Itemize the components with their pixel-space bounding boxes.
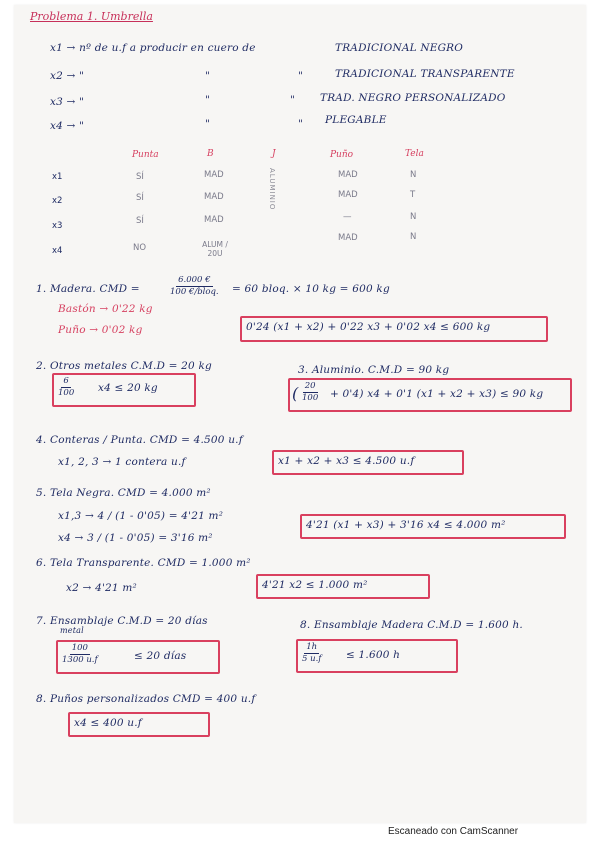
table-cell: MAD — [338, 170, 358, 180]
table-header-punta: Punta — [132, 150, 159, 160]
table-row-label: x2 — [52, 196, 63, 206]
table-cell: SÍ — [136, 193, 144, 203]
def-x2-ditto-b: " — [298, 70, 304, 82]
s3-paren: ( — [292, 384, 299, 403]
def-x2: x2 → " — [50, 70, 85, 82]
s8b-line: 8. Ensamblaje Madera C.M.D = 1.600 h. — [300, 619, 523, 631]
s5-line: 5. Tela Negra. CMD = 4.000 m² — [36, 487, 211, 499]
s1-line: 1. Madera. CMD = — [36, 283, 140, 295]
def-x3-ditto-a: " — [205, 94, 211, 106]
table-cell: MAD — [204, 170, 224, 180]
s3-frac-den: 100 — [302, 393, 319, 403]
s8b-frac-den: 5 u.f — [302, 654, 322, 664]
s2-frac-den: 100 — [58, 388, 75, 398]
table-cell: NO — [133, 243, 147, 253]
table-row-label: x3 — [52, 221, 63, 231]
s1-frac-num: 6.000 € — [178, 275, 211, 285]
s8-constraint: x4 ≤ 400 u.f — [74, 717, 142, 729]
s2-frac-num: 6 — [63, 376, 69, 386]
table-cell: N — [410, 170, 417, 180]
table-header-tela: Tela — [405, 149, 424, 159]
def-x4-ditto-a: " — [205, 118, 211, 130]
def-x1-product: TRADICIONAL NEGRO — [335, 42, 464, 54]
def-x2-product: TRADICIONAL TRANSPARENTE — [335, 68, 515, 80]
def-x3-product: TRAD. NEGRO PERSONALIZADO — [320, 92, 506, 104]
s8b-fraction — [302, 642, 321, 665]
s4-line: 4. Conteras / Punta. CMD = 4.500 u.f — [36, 434, 243, 446]
def-x2-ditto-a: " — [205, 70, 211, 82]
def-x1: x1 → nº de u.f a producir en cuero de — [50, 42, 256, 54]
s2-fraction — [58, 376, 74, 399]
s5-sub2: x4 → 3 / (1 - 0'05) = 3'16 m² — [58, 532, 213, 544]
table-cell: MAD — [204, 192, 224, 202]
table-cell: MAD — [204, 215, 224, 225]
def-x4-product: PLEGABLE — [325, 114, 387, 126]
s2-line: 2. Otros metales C.M.D = 20 kg — [36, 360, 212, 372]
s8b-constraint: ≤ 1.600 h — [346, 649, 401, 661]
s1-puno: Puño → 0'02 kg — [58, 324, 143, 336]
def-x4-ditto-b: " — [298, 118, 304, 130]
s1-rest: = 60 bloq. × 10 kg = 600 kg — [232, 283, 390, 295]
s3-constraint: + 0'4) x4 + 0'1 (x1 + x2 + x3) ≤ 90 kg — [330, 388, 544, 400]
table-cell: ALUM / 20U — [202, 240, 228, 258]
table-cell: N — [410, 232, 417, 242]
s7-fraction — [62, 643, 98, 666]
s5-constraint: 4'21 (x1 + x3) + 3'16 x4 ≤ 4.000 m² — [306, 519, 506, 531]
table-cell: MAD — [338, 233, 358, 243]
s8b-frac-num: 1h — [306, 642, 318, 652]
s6-constraint: 4'21 x2 ≤ 1.000 m² — [262, 579, 368, 591]
s4-sub: x1, 2, 3 → 1 contera u.f — [58, 456, 186, 468]
table-row-label: x4 — [52, 246, 63, 256]
s7-frac-num: 100 — [71, 643, 88, 653]
scanner-watermark: Escaneado con CamScanner — [388, 826, 519, 837]
table-cell: N — [410, 212, 417, 222]
def-x3: x3 → " — [50, 96, 85, 108]
s2-constraint: x4 ≤ 20 kg — [98, 382, 158, 394]
def-x3-ditto-b: " — [290, 94, 296, 106]
table-header-j: J — [272, 149, 276, 159]
s4-constraint: x1 + x2 + x3 ≤ 4.500 u.f — [278, 455, 415, 467]
s6-sub: x2 → 4'21 m² — [66, 582, 137, 594]
s1-baston: Bastón → 0'22 kg — [58, 303, 153, 315]
table-row-label: x1 — [52, 172, 63, 182]
table-header-puno: Puño — [330, 150, 354, 160]
table-cell: MAD — [338, 190, 358, 200]
s5-sub1: x1,3 → 4 / (1 - 0'05) = 4'21 m² — [58, 510, 224, 522]
s3-frac-num: 20 — [304, 381, 316, 391]
s1-frac-den: 100 €/bloq. — [170, 287, 219, 297]
s1-constraint: 0'24 (x1 + x2) + 0'22 x3 + 0'02 x4 ≤ 600 kg — [246, 321, 491, 333]
s7-constraint: ≤ 20 días — [134, 650, 187, 662]
s7-frac-den: 1300 u.f — [62, 655, 98, 665]
table-cell: SÍ — [136, 172, 144, 182]
page-title: Problema 1. Umbrella — [30, 10, 153, 23]
table-cell: — — [343, 212, 352, 222]
table-cell: SÍ — [136, 216, 144, 226]
s7-line: 7. Ensamblaje C.M.D = 20 días — [36, 615, 208, 627]
s6-line: 6. Tela Transparente. CMD = 1.000 m² — [36, 557, 251, 569]
table-cell: T — [410, 190, 416, 200]
s7-note: metal — [60, 626, 84, 635]
table-header-b: B — [207, 149, 214, 159]
s1-fraction — [170, 275, 219, 298]
table-j-column-text: ALUMINIO — [268, 168, 276, 211]
def-x4: x4 → " — [50, 120, 85, 132]
s8-line: 8. Puños personalizados CMD = 400 u.f — [36, 693, 256, 705]
s3-line: 3. Aluminio. C.M.D = 90 kg — [298, 364, 450, 376]
s3-fraction — [302, 381, 318, 404]
